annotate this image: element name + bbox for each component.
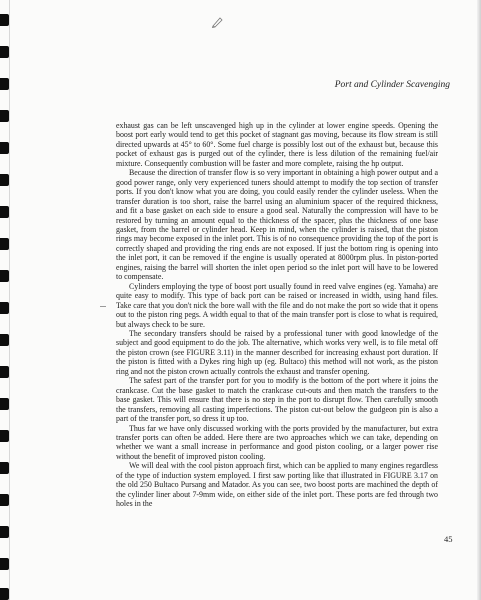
binding-hole [0, 526, 9, 538]
binding-hole [0, 270, 9, 282]
binding-hole [0, 430, 9, 442]
page-right-edge [477, 0, 481, 600]
binding-hole [0, 334, 9, 346]
binding-edge [0, 0, 22, 600]
binding-hole [0, 78, 9, 90]
paragraph: Because the direction of transfer flow is so very important in obtaining a high power output and a good power range, only very experienced tuners should attempt to modify the top section of transfer ports. If you don't know what you are doing, you could easily render the cylinder useless. When the transfer duration is too short, raise the barrel using an aluminium spacer of the required thickness, and fit a base gasket on each side to ensure a good seal. Naturally the compression will have to be restored by turning an amount equal to the thickness of the spacer, plus the thickness of one base gasket, from the barrel or cylinder head. Keep in mind, when the cylinder is raised, that the piston rings may become exposed in the inlet port. This is of no consequence providing the top of the port is correctly shaped and providing the ring ends are not exposed. If just the bottom ring is opening into the inlet port, it can be removed if the engine is usually operated at 8000rpm plus. In piston-ported engines, raising the barrel will shorten the inlet open period so the inlet port will have to be lowered to compensate. [116, 168, 438, 282]
binding-hole [0, 462, 9, 474]
binding-hole [0, 494, 9, 506]
binding-hole [0, 398, 9, 410]
binding-hole [0, 174, 9, 186]
paragraph: Thus far we have only discussed working with the ports provided by the manufacturer, but extra transfer ports can often be added. Here there are two approaches which we can take, depending on whether we want a small increase in performance and good piston cooling, or a larger power rise without the benefit of improved piston cooling. [116, 423, 438, 461]
paragraph: exhaust gas can be left unscavenged high up in the cylinder at lower engine speeds. Opening the boost port early would tend to get this pocket of stagnant gas moving, because its flow stream is still directed upwards at 45° to 60°. Some fuel charge is possibly lost out of the exhaust but, because this pocket of exhaust gas is purged out of the cylinder, there is less dilution of the remaining fuel/air mixture. Consequently combustion will be faster and more complete, raising the hp output. [116, 121, 438, 168]
binding-hole [0, 14, 9, 26]
margin-mark [100, 306, 106, 307]
body-text [116, 121, 438, 509]
binding-hole [0, 238, 9, 250]
binding-hole [0, 588, 9, 600]
binding-shadow [9, 0, 10, 600]
binding-hole [0, 558, 9, 570]
paragraph: The secondary transfers should be raised by a professional tuner with good knowledge of the subject and good equipment to do the job. The alternative, which works very well, is to file metal off the piston crown (see FIGURE 3.11) in the manner described for increasing exhaust port duration. If the piston is fitted with a Dykes ring high up (eg. Bultaco) this method will not work, as the piston ring and not the piston crown actually controls the exhaust and transfer opening. [116, 328, 438, 376]
binding-hole [0, 206, 9, 218]
page-number: 45 [444, 534, 453, 544]
paragraph: Cylinders employing the type of boost port usually found in reed valve engines (eg. Yamaha) are quite easy to modify. This type of back port can be raised or increased in width, using hand files. Take care that you don't nick the bore wall with the file and do not make the port so wide that it opens out to the piston ring pegs. A width equal to that of the main transfer port is close to what is required, but always check to be sure. [116, 281, 438, 329]
paragraph: The safest part of the transfer port for you to modify is the bottom of the port where it joins the crankcase. Cut the base gasket to match the crankcase cut-outs and then match the transfers to the base gasket. This will ensure that there is no step in the port to disrupt flow. Then carefully smooth the transfers, removing all casting imperfections. The piston cut-out below the gudgeon pin is also a part of the transfer port, so dress it up too. [116, 376, 438, 424]
pen-mark-icon [210, 15, 224, 29]
paragraph: We will deal with the cool piston approach first, which can be applied to many engines regardless of the type of induction system employed. I first saw porting like that illustrated in FIGURE 3.17 on the old 250 Bultaco Pursang and Matador. As you can see, two boost ports are machined the depth of the cylinder liner about 7-9mm wide, on either side of the inlet port. These ports are fed through two holes in the [116, 461, 438, 509]
binding-hole [0, 46, 9, 58]
running-head: Port and Cylinder Scavenging [334, 80, 450, 90]
binding-hole [0, 302, 9, 314]
binding-hole [0, 110, 9, 122]
binding-hole [0, 366, 9, 378]
binding-hole [0, 142, 9, 154]
